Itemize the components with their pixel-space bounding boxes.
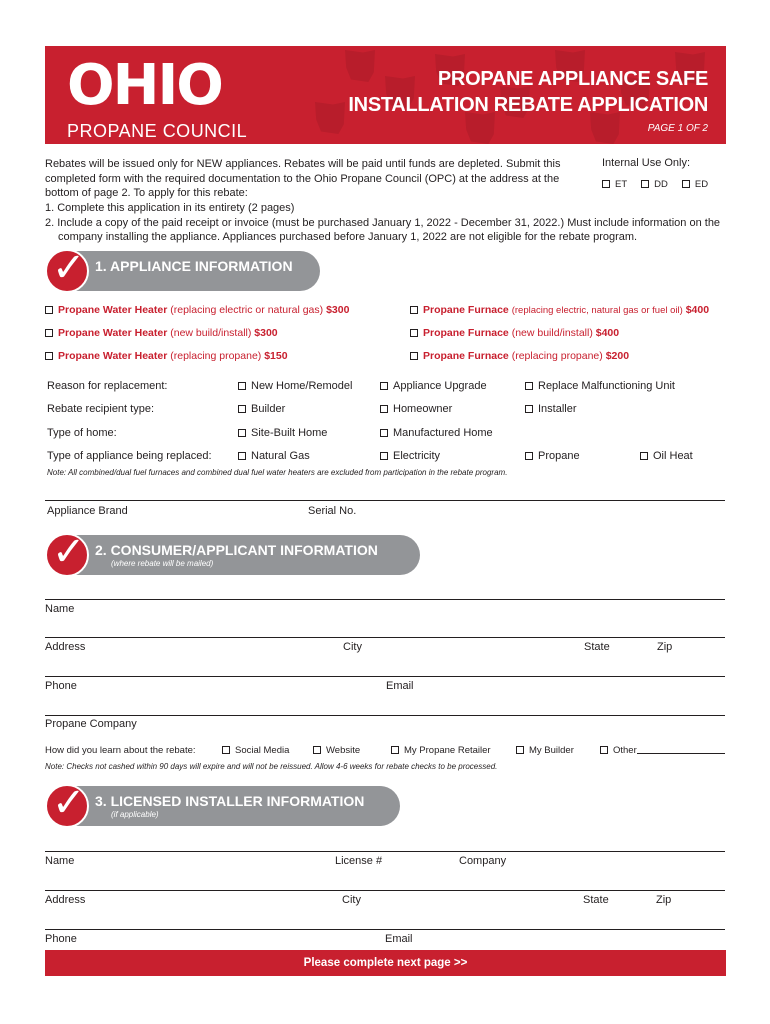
ohio-map-icon — [315, 102, 345, 134]
page-number: PAGE 1 OF 2 — [647, 123, 708, 134]
checkbox-icon — [222, 746, 230, 754]
checkbox-icon — [525, 405, 533, 413]
furnace-replace-electric-checkbox[interactable]: Propane Furnace (replacing electric, natural gas or fuel oil) $400 — [410, 304, 709, 316]
intro-text: Rebates will be issued only for NEW appliances. Rebates will be paid until funds are depleted. Submit this completed form with the required documentation to the Ohio Propane Council (OPC) at the address at the bottom of page 2. To apply for this rebate: — [45, 158, 561, 199]
serial-no-label: Serial No. — [308, 505, 357, 517]
replaced-natural-gas-checkbox[interactable]: Natural Gas — [238, 450, 310, 462]
checkbox-icon — [391, 746, 399, 754]
form-title-line1: PROPANE APPLIANCE SAFE — [437, 68, 708, 90]
learn-website-checkbox[interactable]: Website — [313, 745, 360, 756]
section1-note: Note: All combined/dual fuel furnaces and combined dual fuel water heaters are excluded from participation in the rebate program. — [47, 468, 508, 477]
checkbox-icon — [45, 306, 53, 314]
checkbox-icon — [238, 452, 246, 460]
reason-upgrade-checkbox[interactable]: Appliance Upgrade — [380, 380, 487, 392]
applicant-city-label: City — [343, 641, 362, 653]
section3-banner — [45, 780, 400, 826]
applicant-zip-label: Zip — [657, 641, 673, 653]
replaced-electricity-checkbox[interactable]: Electricity — [380, 450, 440, 462]
section2-subtitle: (where rebate will be mailed) — [111, 559, 214, 568]
section3-subtitle: (if applicable) — [111, 810, 159, 819]
section1-title: 1. APPLIANCE INFORMATION — [95, 258, 293, 274]
checkbox-icon — [641, 180, 649, 188]
applicant-state-label: State — [584, 641, 610, 653]
checkbox-icon — [525, 452, 533, 460]
installer-email-label: Email — [385, 933, 413, 945]
logo-wordmark: OHIO — [67, 53, 222, 118]
name-line[interactable] — [45, 599, 725, 600]
recipient-label: Rebate recipient type: — [47, 403, 155, 415]
checkbox-icon — [238, 382, 246, 390]
furnace-replace-propane-checkbox[interactable]: Propane Furnace (replacing propane) $200 — [410, 350, 629, 362]
section1-banner — [45, 245, 320, 291]
checkbox-icon — [380, 405, 388, 413]
next-page-text: Please complete next page >> — [303, 957, 468, 969]
phone-line[interactable] — [45, 676, 725, 677]
logo-subtitle: PROPANE COUNCIL — [67, 121, 248, 141]
propane-company-line[interactable] — [45, 715, 725, 716]
recipient-builder-checkbox[interactable]: Builder — [238, 403, 285, 415]
home-site-built-checkbox[interactable]: Site-Built Home — [238, 427, 327, 439]
learn-builder-checkbox[interactable]: My Builder — [516, 745, 574, 756]
applicant-email-label: Email — [386, 680, 414, 692]
learn-retailer-checkbox[interactable]: My Propane Retailer — [391, 745, 491, 756]
ohio-propane-council-logo — [67, 54, 267, 140]
checkbox-icon — [380, 429, 388, 437]
home-type-label: Type of home: — [47, 427, 117, 439]
installer-zip-label: Zip — [656, 894, 672, 906]
checkbox-icon — [45, 329, 53, 337]
internal-et-checkbox[interactable]: ET — [602, 179, 627, 190]
applicant-name-label: Name — [45, 603, 75, 615]
checkbox-icon — [682, 180, 690, 188]
installer-address-label: Address — [45, 894, 86, 906]
appliance-brand-label: Appliance Brand — [47, 505, 128, 517]
reason-label: Reason for replacement: — [47, 380, 168, 392]
reason-malfunction-checkbox[interactable]: Replace Malfunctioning Unit — [525, 380, 675, 392]
replaced-oil-heat-checkbox[interactable]: Oil Heat — [640, 450, 693, 462]
water-heater-new-build-checkbox[interactable]: Propane Water Heater (new build/install) $300 — [45, 327, 278, 339]
installer-phone-line[interactable] — [45, 929, 725, 930]
replaced-propane-checkbox[interactable]: Propane — [525, 450, 580, 462]
home-manufactured-checkbox[interactable]: Manufactured Home — [380, 427, 493, 439]
section2-title: 2. CONSUMER/APPLICANT INFORMATION — [95, 542, 378, 558]
internal-dd-checkbox[interactable]: DD — [641, 179, 668, 190]
header-banner — [45, 46, 726, 144]
recipient-homeowner-checkbox[interactable]: Homeowner — [380, 403, 452, 415]
learn-other-checkbox[interactable]: Other — [600, 745, 637, 756]
checkbox-icon — [45, 352, 53, 360]
checkbox-icon — [380, 452, 388, 460]
installer-license-label: License # — [335, 855, 383, 867]
checkbox-icon — [410, 329, 418, 337]
checkbox-icon — [516, 746, 524, 754]
internal-use-title: Internal Use Only: — [602, 157, 691, 169]
form-title-line2: INSTALLATION REBATE APPLICATION — [348, 94, 708, 116]
reason-new-home-checkbox[interactable]: New Home/Remodel — [238, 380, 352, 392]
other-line[interactable] — [637, 753, 725, 754]
learn-about-label: How did you learn about the rebate: — [45, 745, 196, 756]
checkbox-icon — [313, 746, 321, 754]
checkbox-icon — [238, 429, 246, 437]
installer-company-label: Company — [459, 855, 507, 867]
installer-name-label: Name — [45, 855, 75, 867]
water-heater-replace-electric-checkbox[interactable]: Propane Water Heater (replacing electric or natural gas) $300 — [45, 304, 349, 316]
checkbox-icon — [380, 382, 388, 390]
brand-serial-line[interactable] — [45, 500, 725, 501]
section3-title: 3. LICENSED INSTALLER INFORMATION — [95, 793, 365, 809]
checkmark-icon: ✓ — [52, 245, 86, 291]
checkbox-icon — [525, 382, 533, 390]
learn-social-media-checkbox[interactable]: Social Media — [222, 745, 289, 756]
internal-use-box — [590, 152, 726, 198]
checkbox-icon — [600, 746, 608, 754]
next-page-banner[interactable] — [45, 950, 726, 976]
installer-phone-label: Phone — [45, 933, 77, 945]
installer-address-line[interactable] — [45, 890, 725, 891]
furnace-new-build-checkbox[interactable]: Propane Furnace (new build/install) $400 — [410, 327, 619, 339]
checkmark-icon: ✓ — [52, 529, 86, 575]
section2-note: Note: Checks not cashed within 90 days will expire and will not be reissued. Allow 4-6 weeks for rebate checks to be processed. — [45, 762, 498, 771]
installer-city-label: City — [342, 894, 361, 906]
installer-name-line[interactable] — [45, 851, 725, 852]
checkmark-icon: ✓ — [52, 780, 86, 826]
replaced-type-label: Type of appliance being replaced: — [47, 450, 212, 462]
applicant-phone-label: Phone — [45, 680, 77, 692]
water-heater-replace-propane-checkbox[interactable]: Propane Water Heater (replacing propane) $150 — [45, 350, 288, 362]
internal-ed-checkbox[interactable]: ED — [682, 179, 708, 190]
ohio-map-icon — [345, 50, 375, 82]
recipient-installer-checkbox[interactable]: Installer — [525, 403, 577, 415]
address-line[interactable] — [45, 637, 725, 638]
propane-company-label: Propane Company — [45, 718, 137, 730]
checkbox-icon — [410, 306, 418, 314]
checkbox-icon — [410, 352, 418, 360]
instruction-item: 2. Include a copy of the paid receipt or invoice (must be purchased January 1, 2022 - December 31, 2022.) Must include information on the company installing the appliance. Appliances purchased before January 1, 2022 are not eligible for the rebate program. — [45, 216, 721, 243]
checkbox-icon — [602, 180, 610, 188]
instructions-list — [45, 201, 725, 245]
installer-state-label: State — [583, 894, 609, 906]
section2-banner — [45, 529, 420, 575]
checkbox-icon — [640, 452, 648, 460]
applicant-address-label: Address — [45, 641, 86, 653]
checkbox-icon — [238, 405, 246, 413]
instruction-item: 1. Complete this application in its entirety (2 pages) — [45, 202, 295, 214]
